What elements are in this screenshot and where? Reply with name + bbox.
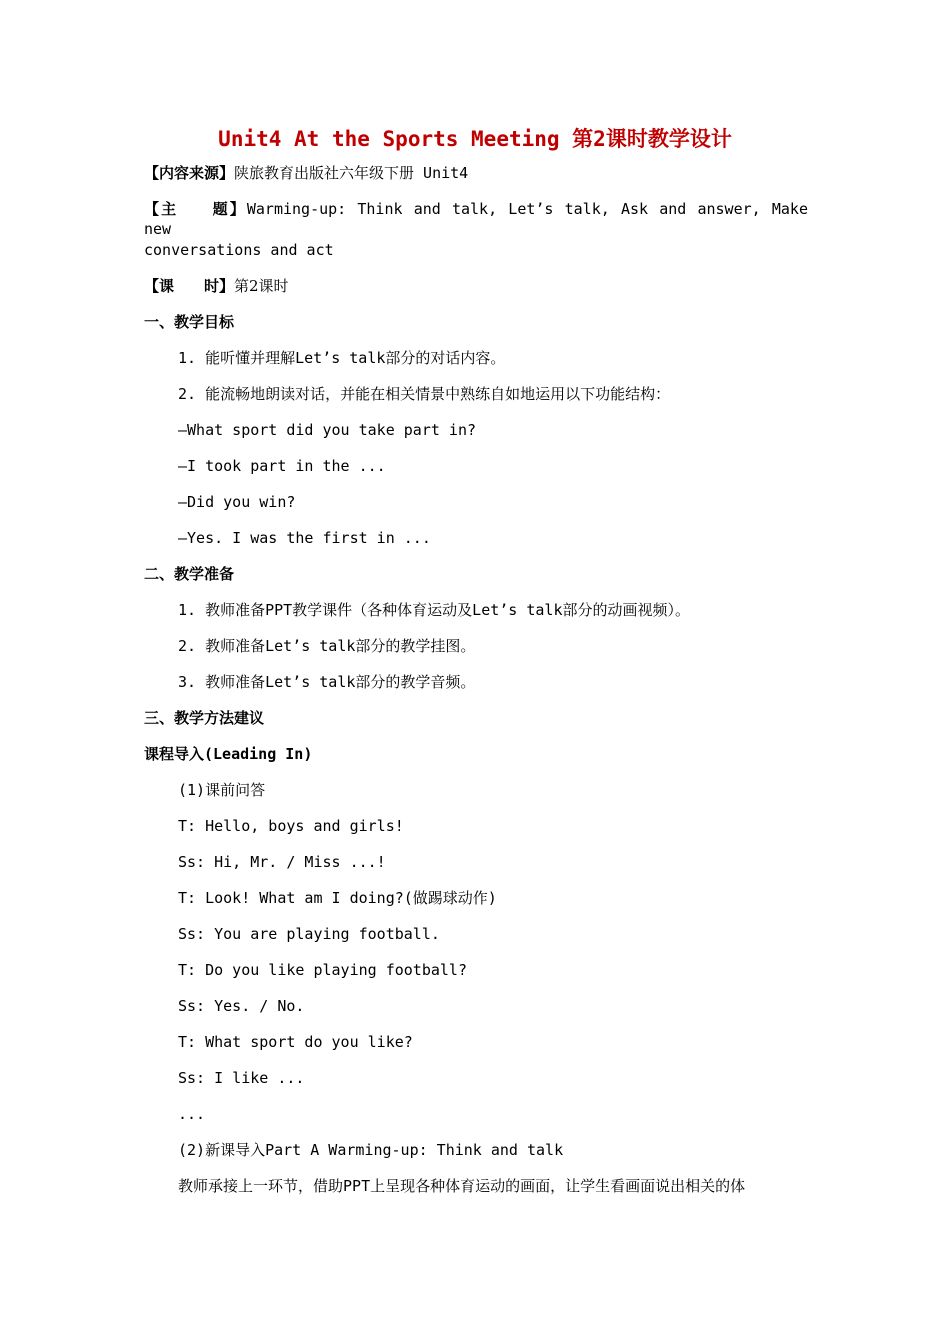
- method-line-10: ...: [178, 1105, 206, 1123]
- topic-value-line2: conversations and act: [144, 241, 334, 259]
- prep-item-2: 2. 教师准备Let’s talk部分的教学挂图。: [178, 637, 476, 655]
- source-value: 陕旅教育出版社六年级下册 Unit4: [234, 164, 469, 182]
- goal-structure-1: —What sport did you take part in?: [178, 421, 477, 439]
- prep-item-1: 1. 教师准备PPT教学课件（各种体育运动及Let’s talk部分的动画视频）。: [178, 601, 690, 619]
- section-heading-preparation: 二、教学准备: [144, 565, 235, 583]
- source-row: [144, 163, 468, 183]
- method-line-4: T: Look! What am I doing?(做踢球动作): [178, 889, 497, 907]
- method-line-11: (2)新课导入Part A Warming-up: Think and talk: [178, 1141, 564, 1159]
- goal-item-2: 2. 能流畅地朗读对话，并能在相关情景中熟练自如地运用以下功能结构：: [178, 385, 671, 403]
- topic-label: 【主 题】: [144, 200, 247, 218]
- method-line-9: Ss: I like ...: [178, 1069, 305, 1087]
- goal-structure-3: —Did you win?: [178, 493, 296, 511]
- method-line-5: Ss: You are playing football.: [178, 925, 440, 943]
- method-line-3: Ss: Hi, Mr. / Miss ...!: [178, 853, 386, 871]
- topic-value-line1: Warming-up: Think and talk, Let’s talk, Ask and answer, Make new: [144, 200, 808, 238]
- topic-row: [144, 199, 808, 239]
- prep-item-3: 3. 教师准备Let’s talk部分的教学音频。: [178, 673, 476, 691]
- method-line-7: Ss: Yes. / No.: [178, 997, 305, 1015]
- method-line-1: (1)课前问答: [178, 781, 266, 799]
- document-title: Unit4 At the Sports Meeting 第2课时教学设计: [218, 127, 732, 151]
- method-line-2: T: Hello, boys and girls!: [178, 817, 404, 835]
- method-line-8: T: What sport do you like?: [178, 1033, 413, 1051]
- period-value: 第2课时: [234, 277, 289, 295]
- period-label: 【课 时】: [144, 277, 235, 295]
- section-heading-goals: 一、教学目标: [144, 313, 235, 331]
- source-label: 【内容来源】: [144, 164, 235, 182]
- subheading-leading-in: 课程导入(Leading In): [144, 745, 313, 763]
- goal-structure-2: —I took part in the ...: [178, 457, 386, 475]
- method-line-6: T: Do you like playing football?: [178, 961, 467, 979]
- goal-structure-4: —Yes. I was the first in ...: [178, 529, 431, 547]
- section-heading-methods: 三、教学方法建议: [144, 709, 265, 727]
- period-row: [144, 276, 289, 296]
- method-line-12: 教师承接上一环节，借助PPT上呈现各种体育运动的画面，让学生看画面说出相关的体: [178, 1177, 746, 1195]
- goal-item-1: 1. 能听懂并理解Let’s talk部分的对话内容。: [178, 349, 506, 367]
